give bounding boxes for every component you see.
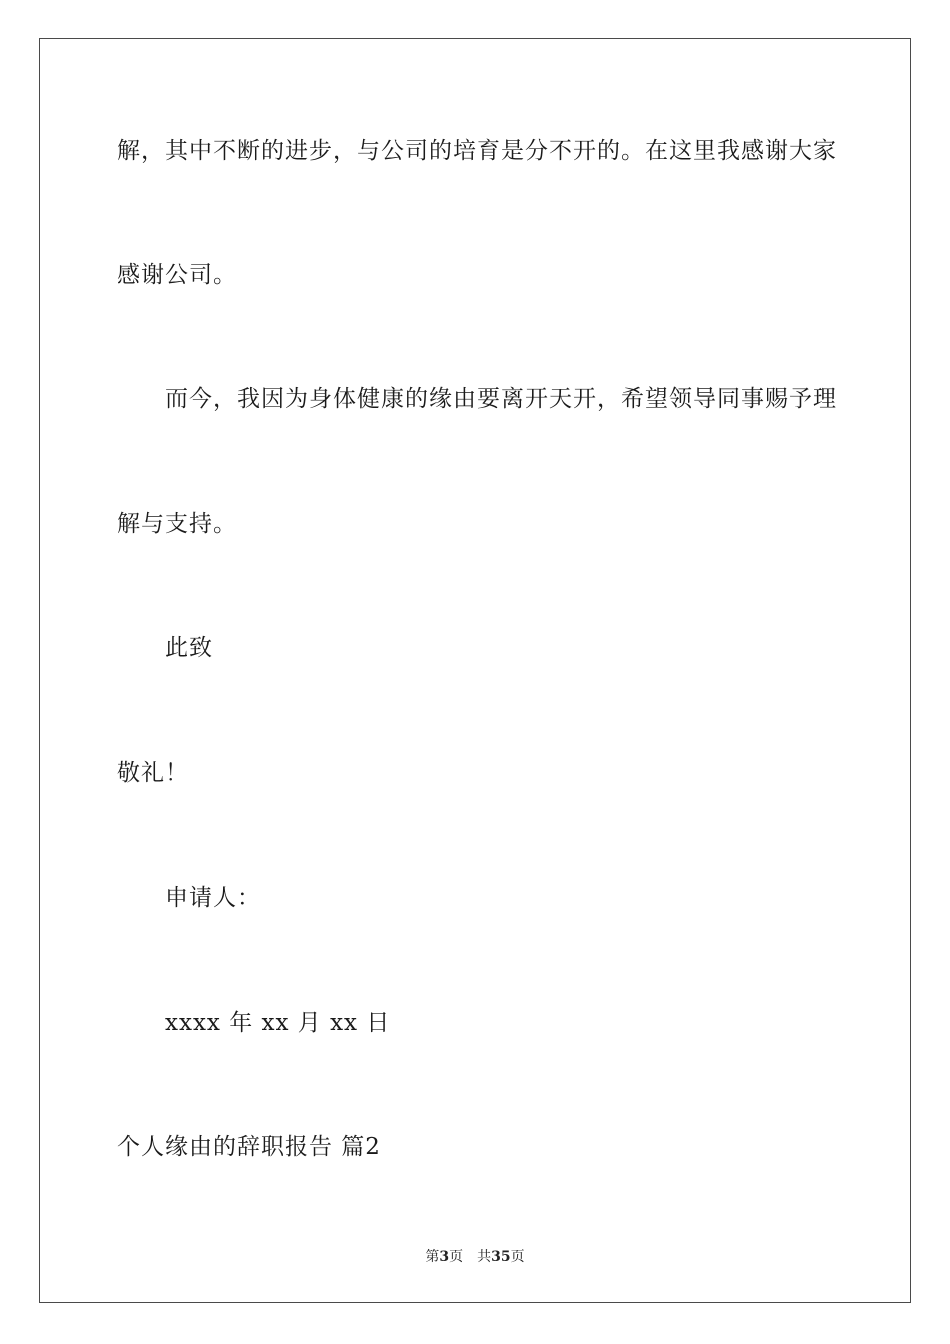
page-suffix: 页 <box>449 1249 464 1265</box>
closing-salutation: 此致 <box>165 635 213 661</box>
date-line: xxxx 年 xx 月 xx 日 <box>165 1010 391 1036</box>
body-text-line: 感谢公司。 <box>117 262 237 288</box>
section-heading: 个人缘由的辞职报告 篇2 <box>117 1134 381 1160</box>
applicant-label: 申请人： <box>165 885 261 911</box>
closing-regards: 敬礼！ <box>117 760 189 786</box>
page-frame <box>39 38 911 1303</box>
total-pages: 35 <box>491 1249 511 1265</box>
page-footer <box>0 1248 950 1266</box>
body-text-line: 解与支持。 <box>117 511 237 537</box>
body-text-line: 而今，我因为身体健康的缘由要离开天开，希望领导同事赐予理 <box>165 386 837 412</box>
total-prefix: 共 <box>477 1249 492 1265</box>
page-prefix: 第 <box>425 1249 440 1265</box>
page-number: 3 <box>439 1249 450 1265</box>
body-text-line: 解，其中不断的进步，与公司的培育是分不开的。在这里我感谢大家 <box>117 138 837 164</box>
total-suffix: 页 <box>510 1249 525 1265</box>
